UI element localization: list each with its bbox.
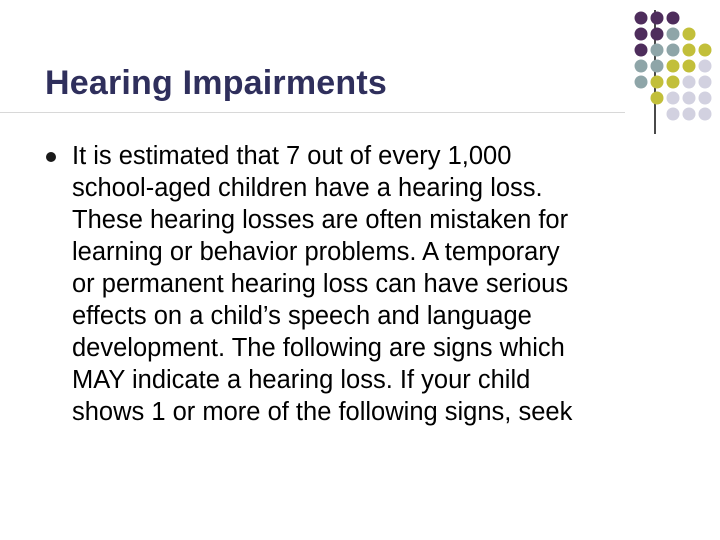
decorative-dot [667,60,680,73]
decorative-dot [699,108,712,121]
decorative-dot [667,76,680,89]
decorative-dot [667,44,680,57]
decorative-dot [635,76,648,89]
decorative-dot [699,44,712,57]
vertical-divider [654,10,656,134]
decorative-dot [651,28,664,41]
bullet-text-line: effects on a child’s speech and language [72,302,532,330]
decorative-dot [651,12,664,25]
decorative-dot [635,60,648,73]
bullet-text-line: These hearing losses are often mistaken for [72,206,569,234]
decorative-dot [667,92,680,105]
decorative-dot [683,108,696,121]
decorative-dot [635,28,648,41]
decorative-dot [667,12,680,25]
decorative-dot [683,92,696,105]
bullet-dot-icon [46,152,56,162]
slide-title: Hearing Impairments [45,64,388,102]
decorative-dot [683,44,696,57]
decorative-dot [651,92,664,105]
decorative-dot [635,12,648,25]
bullet-list [44,140,684,428]
decorative-dot [667,108,680,121]
decorative-dot [651,76,664,89]
bullet-text-line: school-aged children have a hearing loss. [72,174,543,202]
bullet-text-line: shows 1 or more of the following signs, seek [72,398,573,426]
decorative-dot [635,44,648,57]
decorative-dot [667,28,680,41]
decorative-dot [699,76,712,89]
decorative-dot [699,60,712,73]
decorative-dot [683,28,696,41]
decorative-dot [683,76,696,89]
decorative-dot [651,44,664,57]
bullet-text-line: development. The following are signs which [72,334,565,362]
decorative-dot [651,60,664,73]
bullet-text-line: It is estimated that 7 out of every 1,000 [72,142,512,170]
bullet-text-line: MAY indicate a hearing loss. If your child [72,366,531,394]
title-divider [0,112,625,113]
decorative-dot [683,60,696,73]
bullet-item [44,140,684,428]
bullet-text-line: learning or behavior problems. A temporary [72,238,560,266]
decorative-dot [699,92,712,105]
bullet-text-line: or permanent hearing loss can have serious [72,270,569,298]
